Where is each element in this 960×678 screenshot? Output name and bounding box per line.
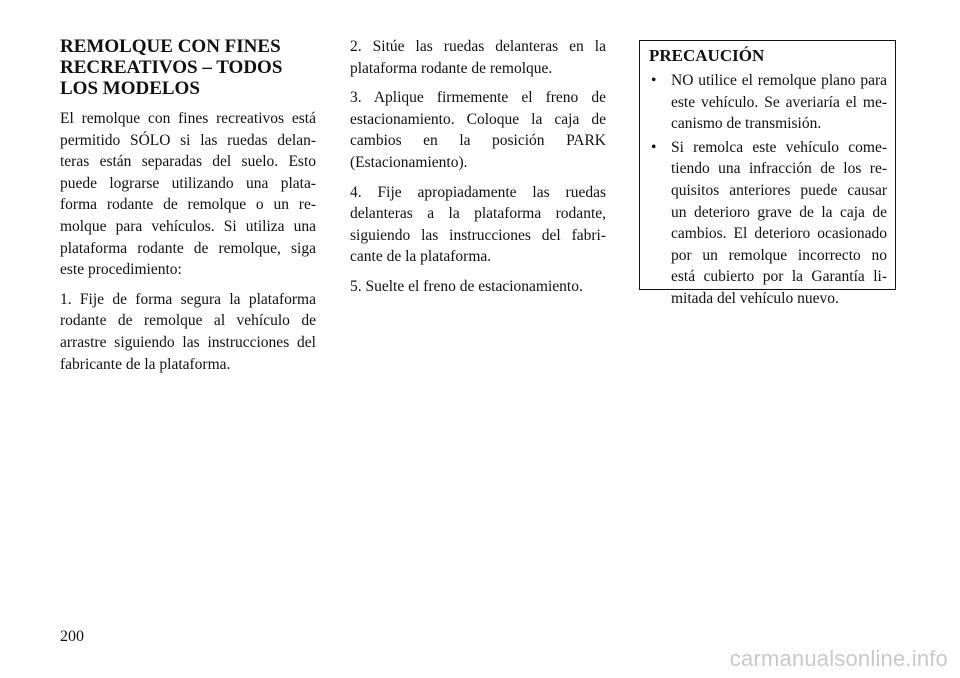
step-1: 1. Fije de forma segura la plataforma rodante de remolque al vehículo de arrastre siguiendo las instrucciones del fabricante de la plataforma.: [60, 290, 316, 373]
bullet-icon: •: [651, 138, 657, 156]
step-3: 3. Aplique firmemente el freno de estacionamiento. Coloque la caja de cambios en la posición PARK (Estacionamiento).: [350, 89, 606, 171]
left-column: [60, 36, 316, 383]
caution-list: [649, 70, 887, 310]
middle-column: [350, 36, 606, 306]
caution-item: [649, 70, 887, 135]
caution-item: [649, 137, 887, 310]
caution-item-text: NO utilice el remolque plano para este vehículo. Se averiaría el me-canismo de transmisión.: [671, 72, 887, 133]
caution-box: [639, 40, 896, 307]
caution-item-text: Si remolca este vehículo come-tiendo una infracción de los re-quisitos anteriores puede causar un deterioro grave de la caja de cambios. El deterioro ocasionado por un remolque incorrecto no está cubierto por la Garantía li-mitada del vehículo nuevo.: [671, 138, 887, 307]
caution-title: PRECAUCIÓN: [649, 46, 765, 65]
step-2: 2. Sitúe las ruedas delanteras en la plataforma rodante de remolque.: [350, 38, 606, 77]
page-number: 200: [60, 628, 84, 645]
step-4: 4. Fije apropiadamente las ruedas delanteras a la plataforma rodante, siguiendo las instrucciones del fabri-cante de la plataforma.: [350, 183, 606, 266]
intro-paragraph: El remolque con fines recreativos está permitido SÓLO si las ruedas delan-teras están separadas del suelo. Esto puede lograrse utilizando una plata-forma rodante de remolque o un re-molque para vehículos. Si utiliza una plataforma rodante de remolque, siga este procedimiento:: [60, 110, 316, 279]
watermark: carmanualsonline.info: [729, 646, 948, 671]
section-heading: REMOLQUE CON FINES RECREATIVOS – TODOS LOS MODELOS: [60, 36, 283, 99]
bullet-icon: •: [651, 72, 657, 89]
step-5: 5. Suelte el freno de estacionamiento.: [350, 277, 583, 295]
